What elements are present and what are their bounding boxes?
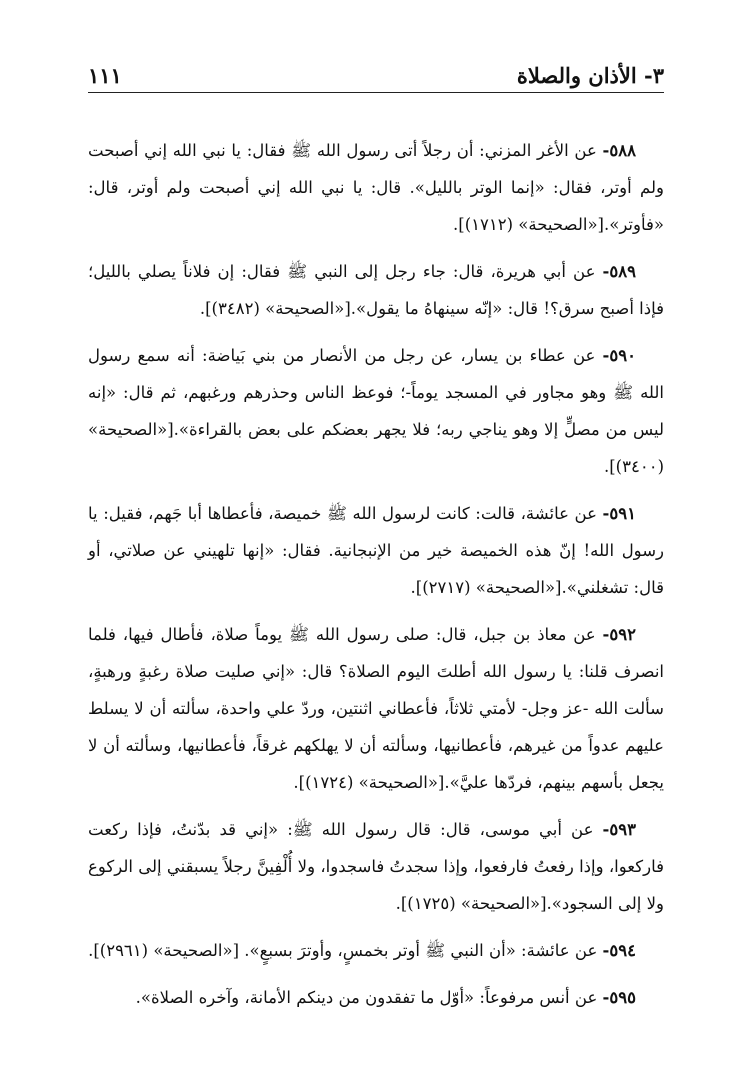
hadith-589 [88,253,664,327]
chapter-title: ٣- الأذان والصلاة [516,63,664,88]
hadith-text: عن معاذ بن جبل، قال: صلى رسول الله ﷺ يوماً صلاة، فأطال فيها، فلما انصرف قلنا: يا رسول الله أطلتَ اليوم الصلاة؟ قال: «إني صليت صلاة رغبةٍ ورهبةٍ، سألت الله -عز وجل- لأمتي ثلاثاً، فأعطاني اثنتين، وردّ علي واحدة، سألته أن لا يسلط عليهم عدواً من غيرهم، فأعطانيها، وسألته أن لا يهلكهم غرقاً، فأعطانيها، وسألته أن لا يجعل بأسهم بينهم، فردّها عليَّ».[«الصحيحة» (١٧٢٤)]. [88,625,664,792]
hadith-text: عن أبي هريرة، قال: جاء رجل إلى النبي ﷺ فقال: إن فلاناً يصلي بالليل؛ فإذا أصبح سرق؟! قال: «إنّه سينهاهُ ما يقول».[«الصحيحة» (٣٤٨٢)]. [88,262,664,318]
hadith-text: عن الأغر المزني: أن رجلاً أتى رسول الله ﷺ فقال: يا نبي الله إني أصبحت ولم أوتر، فقال: «إنما الوتر بالليل». قال: يا نبي الله إني أصبحت ولم أوتر، قال: «فأوتر».[«الصحيحة» (١٧١٢)]. [88,141,664,234]
page-number: ١١١ [88,63,122,88]
hadith-number: ٥٩٠- [602,346,636,365]
running-header [88,58,664,93]
hadith-number: ٥٨٨- [602,141,636,160]
hadith-594 [88,932,664,969]
hadith-595 [88,979,664,1016]
hadith-number: ٥٩٣- [602,820,636,839]
hadith-number: ٥٩٤- [602,941,636,960]
hadith-593 [88,811,664,922]
hadith-text: عن أبي موسى، قال: قال رسول الله ﷺ: «إني قد بدّنتُ، فإذا ركعت فاركعوا، وإذا رفعتُ فارفعوا، وإذا سجدتُ فاسجدوا، ولا أُلْفِينَّ رجلاً يسبقني إلى الركوع ولا إلى السجود».[«الصحيحة» (١٧٢٥)]. [88,820,664,913]
hadith-592 [88,616,664,801]
hadith-number: ٥٩٥- [602,988,636,1007]
hadith-text: عن عطاء بن يسار، عن رجل من الأنصار من بني بَياضة: أنه سمع رسول الله ﷺ وهو مجاور في المسجد يوماً-؛ فوعظ الناس وحذرهم ورغبهم، ثم قال: «إنه ليس من مصلٍّ إلا وهو يناجي ربه؛ فلا يجهر بعضكم على بعض بالقراءة».[«الصحيحة» (٣٤٠٠)]. [88,346,664,476]
hadith-number: ٥٩٢- [602,625,636,644]
page-body [88,132,664,1016]
hadith-588 [88,132,664,243]
hadith-number: ٥٨٩- [602,262,636,281]
hadith-text: عن عائشة: «أن النبي ﷺ أوتر بخمسٍ، وأوترَ بسبعٍ». [«الصحيحة» (٢٩٦١)]. [88,941,598,960]
hadith-590 [88,337,664,485]
hadith-text: عن عائشة، قالت: كانت لرسول الله ﷺ خميصة، فأعطاها أبا جَهم، فقيل: يا رسول الله! إنّ هذه الخميصة خير من الإنبجانية. فقال: «إنها تلهيني عن صلاتي، أو قال: تشغلني».[«الصحيحة» (٢٧١٧)]. [88,504,664,597]
hadith-number: ٥٩١- [602,504,636,523]
hadith-591 [88,495,664,606]
hadith-text: عن أنس مرفوعاً: «أوّل ما تفقدون من دينكم الأمانة، وآخره الصلاة». [135,988,598,1007]
